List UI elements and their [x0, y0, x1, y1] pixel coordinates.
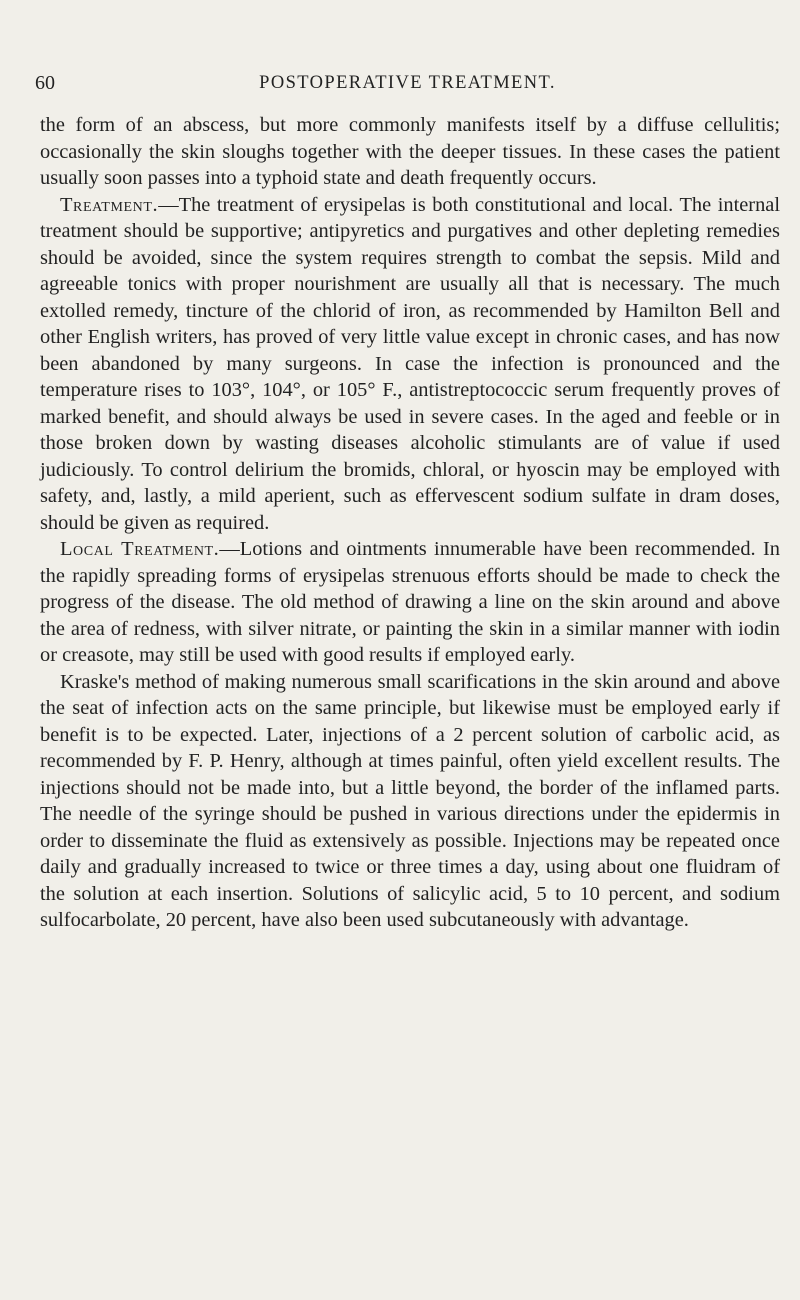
paragraph-erysipelas-course [40, 112, 780, 192]
paragraph-text: the form of an abscess, but more commonly manifests itself by a diffuse cellulitis; occasionally the skin sloughs together with the deeper tissues. In these cases the patient usually soon passes into a typhoid state and death frequently occurs. [40, 114, 780, 189]
paragraph-text: —Lotions and ointments innumerable have been recommended. In the rapidly spreading forms of erysipelas strenuous efforts should be made to check the progress of the disease. The old method of drawing a line on the skin around and above the area of redness, with silver nitrate, or painting the skin in a similar manner with iodin or creasote, may still be used with good results if employed early. [40, 538, 780, 666]
paragraph-local-treatment [40, 536, 780, 669]
page-number: 60 [35, 72, 55, 94]
paragraph-text: Kraske's method of making numerous small scarifications in the skin around and above the seat of infection acts on the same principle, but likewise must be employed early if benefit is to be expected. Later, injections of a 2 percent solution of carbolic acid, as recommended by F. P. Henry, although at times painful, often yield excellent results. The injections should not be made into, but a little beyond, the border of the inflamed parts. The needle of the syringe should be pushed in various directions under the epidermis in order to disseminate the fluid as extensively as possible. Injections may be repeated once daily and gradually increased to twice or three times a day, using about one fluidram of the solution at each insertion. Solutions of salicylic acid, 5 to 10 percent, and sodium sulfocarbolate, 20 percent, have also been used subcutaneously with advantage. [40, 670, 780, 931]
paragraph-text: —The treatment of erysipelas is both constitutional and local. The internal treatment should be supportive; antipyretics and purgatives and other depleting remedies should be avoided, since the system requires strength to combat the sepsis. Mild and agreeable tonics with proper nourishment are usually all that is necessary. The much extolled remedy, tincture of the chlorid of iron, as recommended by Hamilton Bell and other English writers, has proved of very little value except in chronic cases, and has now been abandoned by many surgeons. In case the infection is pronounced and the temperature rises to 103°, 104°, or 105° F., antistreptococcic serum frequently proves of marked benefit, and should always be used in severe cases. In the aged and feeble or in those broken down by wasting diseases alcoholic stimulants are of value if used judiciously. To control delirium the bromids, chloral, or hyoscin may be employed with safety, and, lastly, a mild aperient, such as effervescent sodium sulfate in dram doses, should be given as required. [40, 193, 780, 534]
running-head: POSTOPERATIVE TREATMENT. [259, 73, 556, 93]
page-header [35, 72, 780, 98]
section-heading-local-treatment: Local Treatment. [60, 538, 220, 560]
section-heading-treatment: Treatment. [60, 193, 159, 216]
paragraph-treatment [40, 192, 780, 537]
body-text [40, 112, 780, 934]
paragraph-kraske-method [40, 669, 780, 934]
